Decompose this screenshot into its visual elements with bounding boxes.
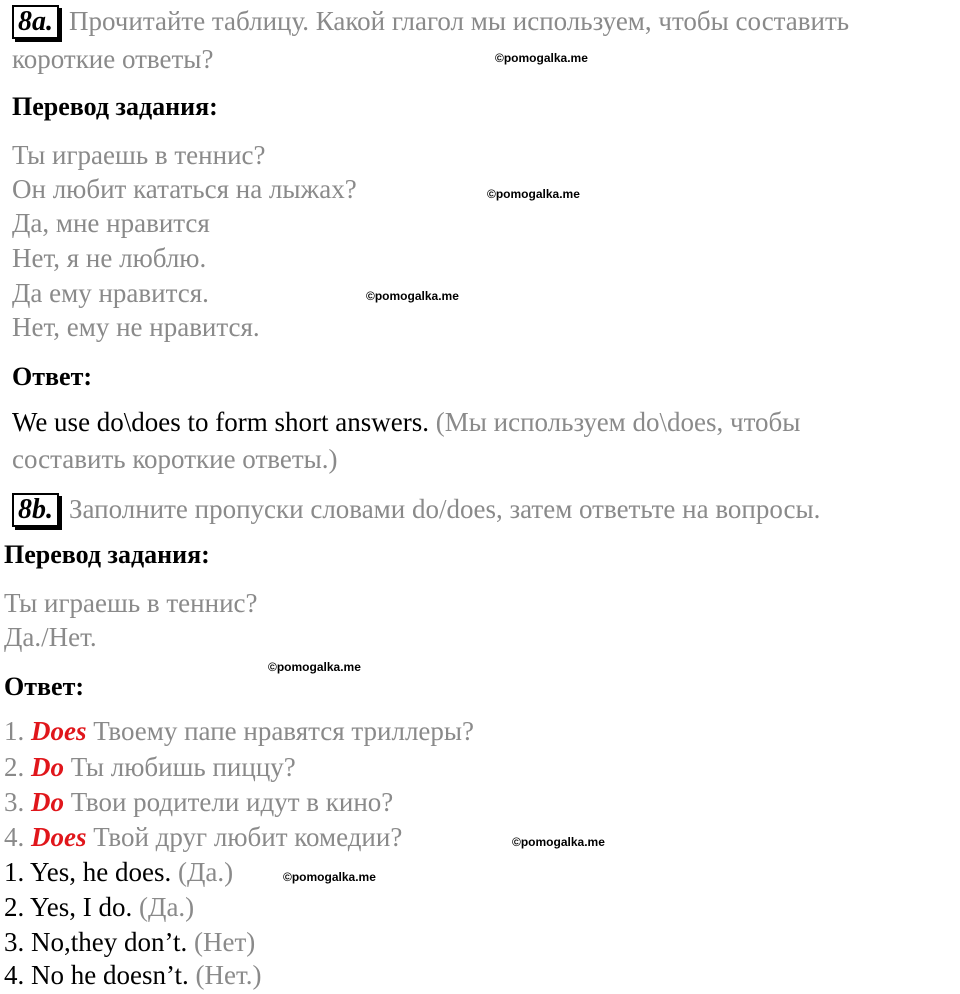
task-8a-translation-line: Да ему нравится. <box>12 278 209 308</box>
fill-item <box>4 820 402 854</box>
watermark: ©pomogalka.me <box>283 870 376 884</box>
short-answer-ru: (Да.) <box>171 857 234 887</box>
task-8a-instruction-line1 <box>12 4 849 39</box>
fill-item-number: 2. <box>4 752 31 782</box>
fill-item <box>4 785 393 819</box>
task-8a-translation-heading: Перевод задания: <box>12 92 218 121</box>
task-8b-text: Заполните пропуски словами do/does, затем ответьте на вопросы. <box>69 494 821 524</box>
short-answer-ru: (Нет.) <box>188 960 262 990</box>
watermark: ©pomogalka.me <box>487 187 580 201</box>
task-8b-translation-heading: Перевод задания: <box>4 540 210 569</box>
task-8a-answer-heading: Ответ: <box>12 362 93 391</box>
short-answer <box>4 925 255 959</box>
watermark: ©pomogalka.me <box>366 289 459 303</box>
fill-item-text: Твои родители идут в кино? <box>64 787 394 817</box>
task-8a-answer-line2: составить короткие ответы.) <box>12 444 338 474</box>
task-8a-translation-line: Да, мне нравится <box>12 208 210 238</box>
fill-item-number: 3. <box>4 787 31 817</box>
task-8b-answer-heading: Ответ: <box>4 672 85 701</box>
short-answer <box>4 890 194 924</box>
task-8a-text-line1: Прочитайте таблицу. Какой глагол мы используем, чтобы составить <box>69 6 850 36</box>
task-8b-translation-line: Да./Нет. <box>4 622 97 652</box>
fill-item-number: 4. <box>4 822 31 852</box>
short-answer-en: 1. Yes, he does. <box>4 857 172 887</box>
task-8b-label: 8b. <box>12 493 59 527</box>
short-answer-en: 4. No he doesn’t. <box>4 960 189 990</box>
short-answer-ru: (Да.) <box>132 892 195 922</box>
fill-item-answer: Does <box>31 822 87 852</box>
task-8a-answer-en: We use do\does to form short answers. <box>12 407 429 437</box>
fill-item <box>4 714 474 748</box>
task-8a-answer-ru: (Мы используем do\does, чтобы <box>429 407 801 437</box>
task-8a-translation-line: Ты играешь в теннис? <box>12 140 266 170</box>
watermark: ©pomogalka.me <box>495 51 588 65</box>
watermark: ©pomogalka.me <box>512 835 605 849</box>
short-answer-en: 3. No,they don’t. <box>4 927 188 957</box>
fill-item-text: Ты любишь пиццу? <box>64 752 296 782</box>
fill-item <box>4 750 296 784</box>
short-answer <box>4 958 261 992</box>
task-8a-translation-line: Нет, я не люблю. <box>12 243 207 273</box>
fill-item-text: Твой друг любит комедии? <box>86 822 403 852</box>
fill-item-answer: Does <box>31 716 87 746</box>
fill-item-answer: Do <box>31 787 64 817</box>
watermark: ©pomogalka.me <box>268 660 361 674</box>
fill-item-number: 1. <box>4 716 31 746</box>
fill-item-answer: Do <box>31 752 64 782</box>
task-8b-translation-line: Ты играешь в теннис? <box>4 588 258 618</box>
task-8b-instruction <box>12 492 820 527</box>
short-answer-ru: (Нет) <box>187 927 256 957</box>
fill-item-text: Твоему папе нравятся триллеры? <box>86 716 475 746</box>
task-8a-answer-line1 <box>12 405 800 439</box>
short-answer <box>4 855 233 889</box>
short-answer-en: 2. Yes, I do. <box>4 892 133 922</box>
task-8a-translation-line: Нет, ему не нравится. <box>12 312 260 342</box>
task-8a-translation-line: Он любит кататься на лыжах? <box>12 174 357 204</box>
task-8a-instruction-line2: короткие ответы? <box>12 44 214 74</box>
task-8a-label: 8a. <box>12 5 59 39</box>
